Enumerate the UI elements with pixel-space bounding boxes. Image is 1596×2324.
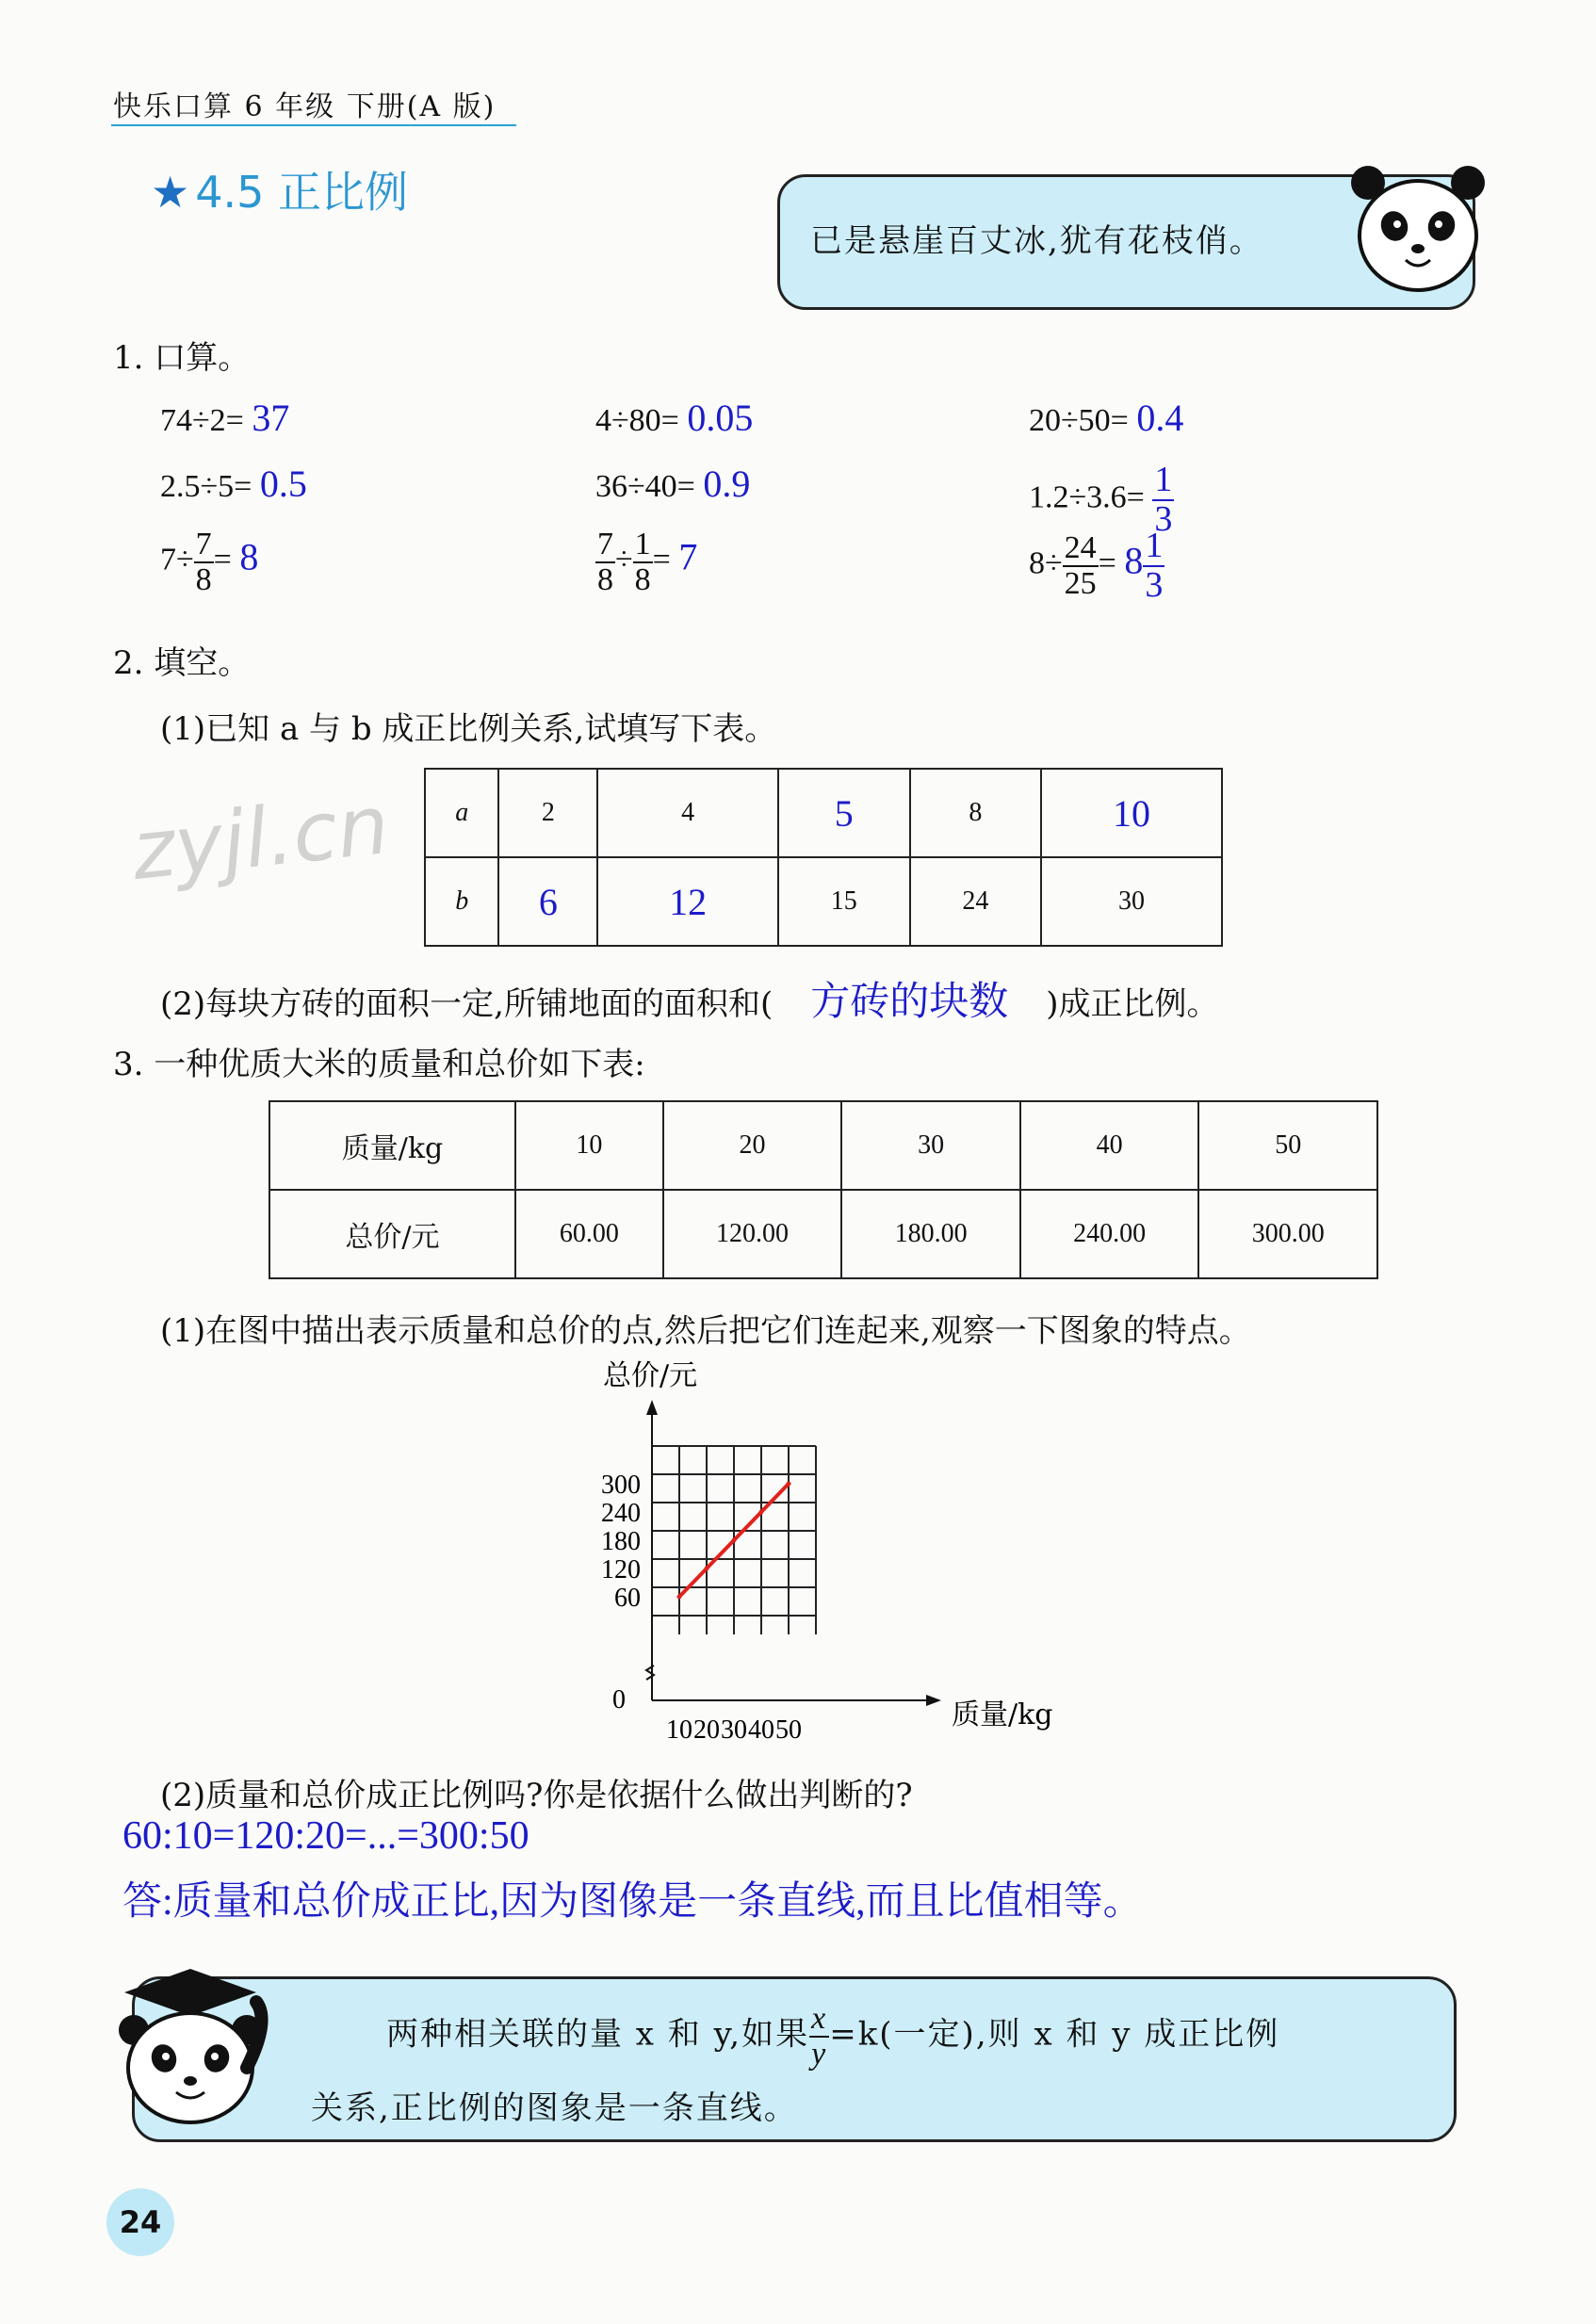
text: )成正比例。 [1046,985,1219,1023]
table-cell-answer: 5 [778,769,910,857]
q1-item-7 [160,528,258,596]
q1-item-8 [595,528,697,596]
chart-xlabel: 质量/kg [952,1698,1053,1731]
table-cell: 300.00 [1198,1190,1377,1278]
data-point [705,1567,709,1571]
fraction [809,2002,829,2071]
answer: 37 [252,397,290,439]
denominator: 8 [597,561,613,597]
q2-label: 2. 填空。 [113,644,251,682]
table-cell: 2 [498,769,597,857]
price-mass-chart [565,1357,1093,1752]
expr: 8÷ [1029,545,1063,581]
table-cell: 4 [597,769,778,857]
q1-item-5 [595,462,750,506]
q3-answer-ratio: 60:10=120:20=...=300:50 [122,1814,529,1858]
x-tick-label: 20 [693,1715,720,1745]
table-cell-answer: 6 [498,857,597,946]
watermark: zyjl.cn [127,778,394,899]
table-cell: 20 [663,1101,842,1190]
equals: = [1098,545,1116,581]
quote-text: 已是悬崖百丈冰,犹有花枝俏。 [810,222,1263,260]
denominator: y [811,2036,828,2072]
data-point [677,1595,682,1600]
denominator: 8 [195,561,212,597]
numerator: 1 [1145,526,1164,565]
y-tick-label: 120 [601,1555,641,1585]
q3-answer-text: 答:质量和总价成正比,因为图像是一条直线,而且比值相等。 [122,1880,1143,1924]
answer: 0.9 [703,463,751,505]
expr: 1.2÷3.6= [1029,479,1145,515]
numerator: 1 [634,527,651,561]
q2-part1: (1)已知 a 与 b 成正比例关系,试填写下表。 [160,710,777,748]
q1-item-9 [1029,528,1164,605]
y-tick-label: 300 [601,1471,641,1500]
numerator: x [811,2001,828,2036]
answer: 0.05 [687,397,754,439]
q1-item-2 [595,396,753,440]
answer: 方砖的块数 [810,981,1009,1024]
y-tick-label: 240 [601,1499,641,1528]
x-axis-arrow-icon [926,1695,941,1706]
data-point [787,1482,791,1487]
expr: 7÷ [160,542,194,577]
table-cell: 10 [515,1101,663,1190]
tip-line-2: 关系,正比例的图象是一条直线。 [311,2089,798,2127]
q1-item-1 [160,396,289,440]
text: 两种相关联的量 x 和 y,如果 [386,2015,810,2054]
table-cell-answer: 12 [597,857,778,946]
table-header: 总价/元 [269,1190,515,1278]
table-cell: b [425,857,498,946]
equals: = [652,542,671,577]
expr: 36÷40= [595,469,695,504]
equals: = [213,542,232,577]
answer: 0.4 [1136,397,1184,439]
lesson-title [151,158,408,220]
title-underline [111,124,516,126]
fraction [595,528,615,596]
y-tick-label: 180 [601,1527,641,1556]
table-cell: 180.00 [841,1190,1020,1278]
text: =k(一定),则 x 和 y 成正比例 [829,2015,1280,2054]
y-tick-label: 60 [614,1584,641,1613]
page-number: 24 [119,2204,162,2240]
x-tick-label: 10 [666,1715,692,1745]
table-cell: 240.00 [1020,1190,1199,1278]
denominator: 3 [1154,498,1173,539]
answer-fraction [1143,528,1164,605]
expr: 2.5÷5= [160,469,252,504]
data-point [759,1510,764,1515]
table-cell: 40 [1020,1101,1199,1190]
origin-label: 0 [612,1685,626,1715]
q3-part1: (1)在图中描出表示质量和总价的点,然后把它们连起来,观察一下图象的特点。 [160,1312,1251,1350]
answer-whole: 8 [1124,539,1144,582]
chart-tick-labels [601,1471,802,1745]
table-cell: 50 [1198,1101,1377,1190]
data-point [732,1538,737,1543]
q3-part2: (2)质量和总价成正比例吗?你是依据什么做出判断的? [160,1777,913,1814]
table-cell: 15 [778,857,910,946]
expr: 4÷80= [595,403,679,438]
table-cell: 30 [1041,857,1222,946]
lesson-title-text: 4.5 正比例 [195,167,409,218]
x-tick-label: 30 [721,1715,747,1745]
panda-face-icon [1347,162,1489,303]
table-cell: 24 [910,857,1042,946]
q1-item-3 [1029,396,1183,440]
ratio-table-ab [424,768,1223,947]
text: (2)每块方砖的面积一定,所铺地面的面积和( [160,985,774,1023]
chart-ylabel: 总价/元 [603,1359,698,1392]
expr: 20÷50= [1029,403,1129,438]
q1-item-4 [160,462,307,506]
table-cell: 60.00 [515,1190,663,1278]
x-tick-label: 50 [775,1715,802,1745]
panda-graduate-icon [106,1964,275,2153]
denominator: 8 [634,561,651,597]
denominator: 3 [1145,564,1164,605]
fraction [194,528,214,596]
table-cell: 30 [841,1101,1020,1190]
answer: 0.5 [259,463,307,505]
table-header: 质量/kg [269,1101,515,1190]
q1-label: 1. 口算。 [113,339,251,377]
numerator: 7 [597,527,613,561]
q2-part2 [160,970,1219,1027]
fraction [633,528,653,596]
table-cell-answer: 10 [1041,769,1222,857]
numerator: 24 [1064,530,1097,566]
numerator: 1 [1154,460,1173,499]
book-title: 快乐口算 6 年级 下册(A 版) [113,90,497,123]
star-icon: ★ [151,167,190,218]
x-tick-label: 40 [748,1715,774,1745]
table-cell: 120.00 [663,1190,842,1278]
price-table [269,1100,1378,1279]
fraction [1063,531,1099,600]
expr: 74÷2= [160,403,244,438]
tip-line-1 [386,2002,1279,2071]
denominator: 25 [1064,565,1097,601]
table-cell: 8 [910,769,1042,857]
q3-label: 3. 一种优质大米的质量和总价如下表: [113,1046,645,1083]
table-cell: a [425,769,498,857]
numerator: 7 [195,527,212,561]
operator: ÷ [615,542,633,577]
answer: 8 [239,535,259,578]
answer: 7 [678,535,698,578]
y-axis-arrow-icon [646,1400,658,1415]
